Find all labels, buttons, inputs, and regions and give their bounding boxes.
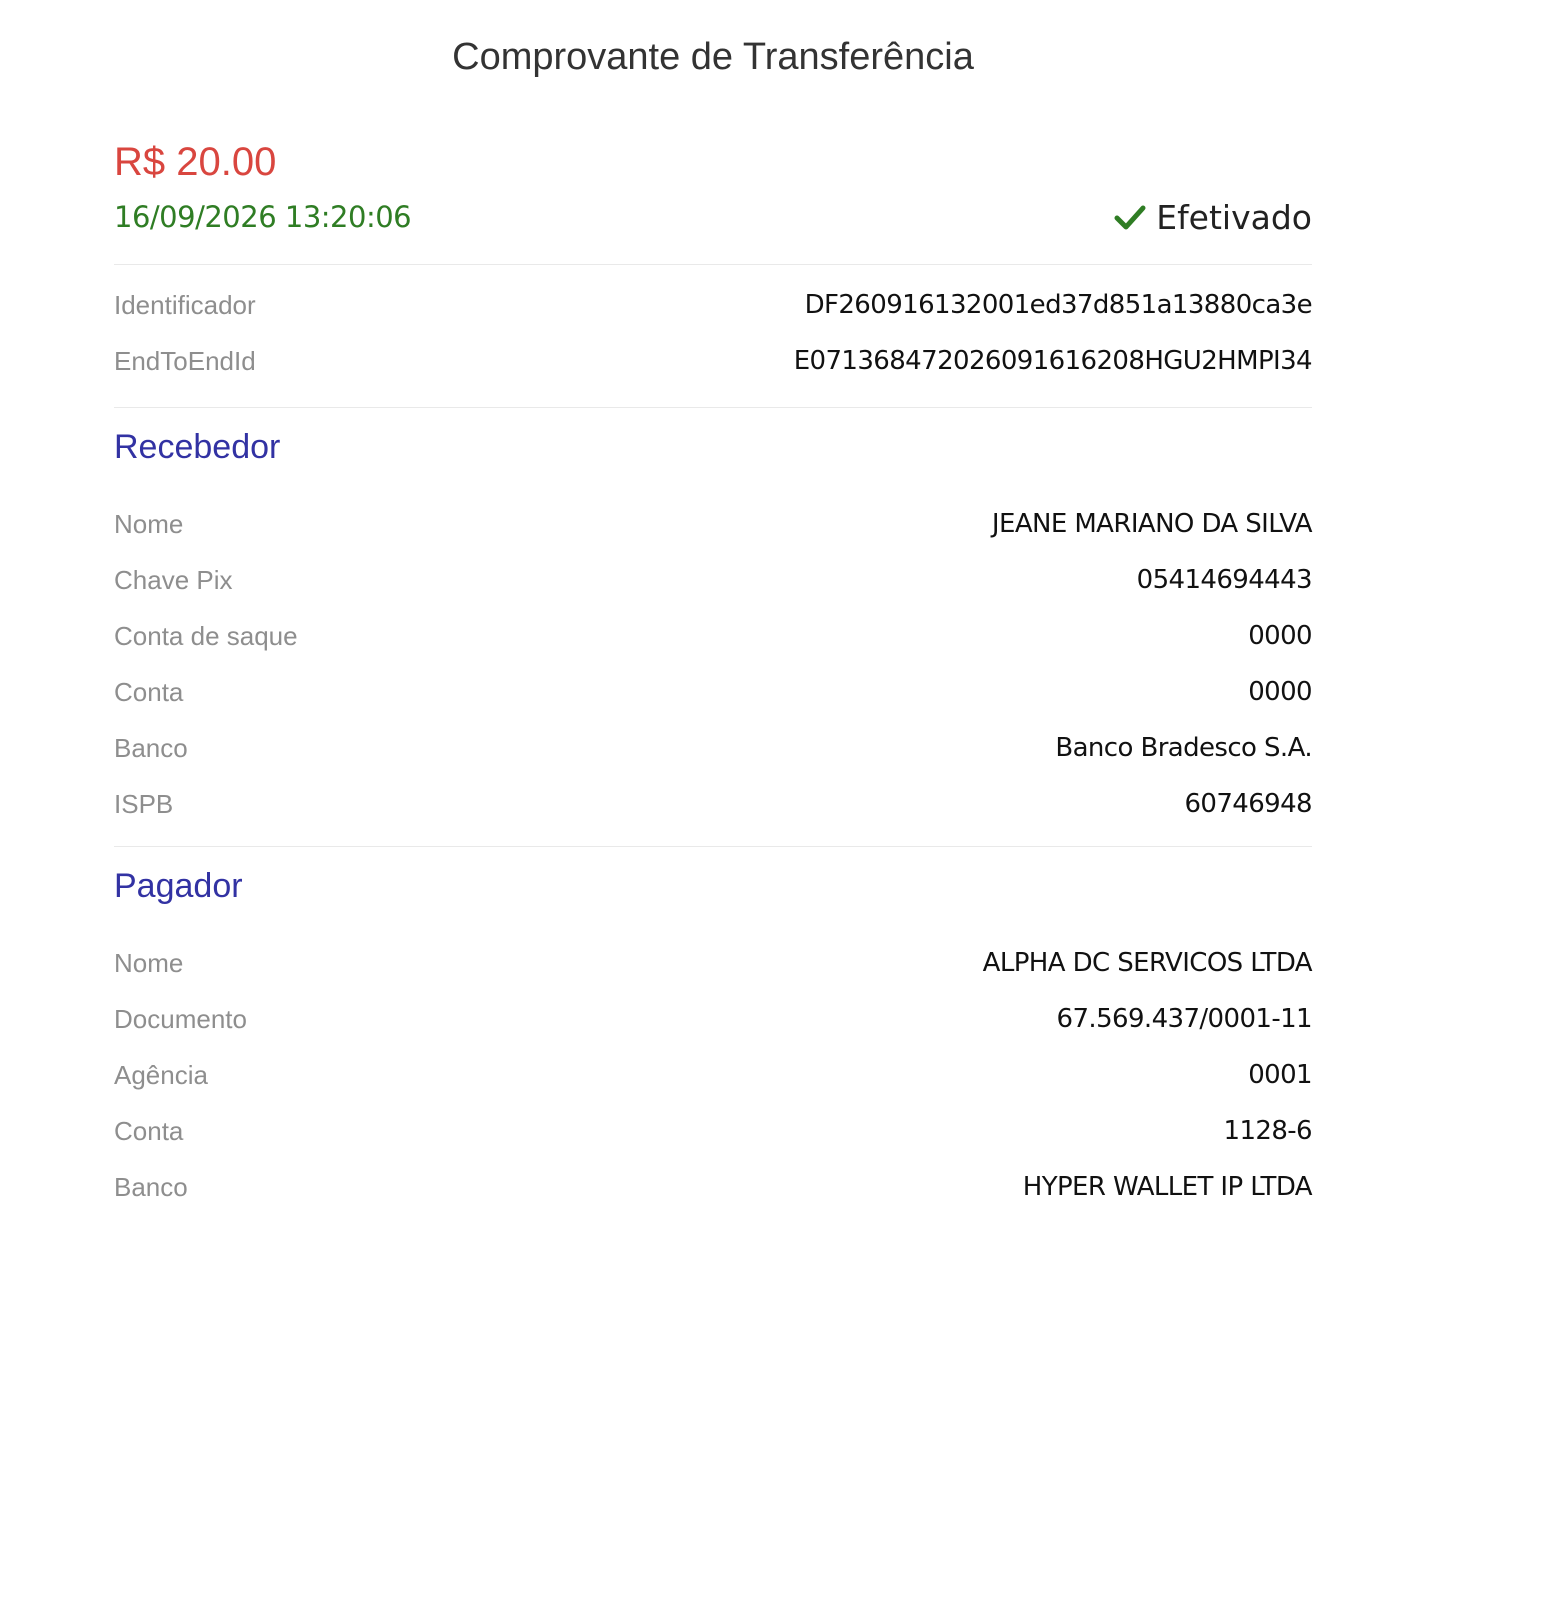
receipt-content (114, 132, 1312, 1215)
row-label: Conta (114, 676, 184, 707)
payer-section (114, 847, 1312, 1215)
detail-row (114, 608, 1312, 664)
row-value: DF260916132001ed37d851a13880ca3e (804, 290, 1312, 320)
status-badge (1114, 198, 1312, 237)
row-label: Banco (114, 1171, 188, 1202)
detail-row (114, 991, 1312, 1047)
row-label: Conta (114, 1115, 184, 1146)
detail-row (114, 1047, 1312, 1103)
detail-row-endtoendid (114, 333, 1312, 389)
row-label: Chave Pix (114, 564, 233, 595)
transfer-amount: R$ 20.00 (114, 140, 277, 184)
row-label: Conta de saque (114, 620, 298, 651)
row-label: Nome (114, 508, 184, 539)
row-value: 0001 (1248, 1060, 1312, 1090)
detail-row (114, 664, 1312, 720)
row-value: Banco Bradesco S.A. (1055, 733, 1312, 763)
detail-row (114, 1103, 1312, 1159)
row-value: JEANE MARIANO DA SILVA (991, 509, 1312, 539)
section-title-payer: Pagador (114, 867, 243, 905)
row-value: 67.569.437/0001-11 (1056, 1004, 1312, 1034)
row-value: 05414694443 (1136, 565, 1312, 595)
date-status-row (114, 192, 1312, 242)
row-label: Banco (114, 732, 188, 763)
detail-row (114, 496, 1312, 552)
status-text: Efetivado (1156, 197, 1312, 237)
detail-row (114, 720, 1312, 776)
detail-row (114, 935, 1312, 991)
row-value: 60746948 (1184, 789, 1312, 819)
transfer-datetime: 16/09/2026 13:20:06 (114, 200, 412, 234)
row-label: Agência (114, 1059, 208, 1090)
detail-row (114, 552, 1312, 608)
section-title-receiver: Recebedor (114, 428, 281, 466)
check-icon (1114, 203, 1146, 231)
row-value: 0000 (1248, 621, 1312, 651)
row-label: Nome (114, 947, 184, 978)
detail-row (114, 776, 1312, 832)
row-label: ISPB (114, 788, 174, 819)
row-label: Identificador (114, 289, 256, 320)
detail-row (114, 1159, 1312, 1215)
page-title: Comprovante de Transferência (452, 36, 974, 78)
row-label: Documento (114, 1003, 247, 1034)
row-value: ALPHA DC SERVICOS LTDA (982, 948, 1312, 978)
detail-row-identificador (114, 277, 1312, 333)
row-value: E071368472026091616208HGU2HMPI34 (793, 346, 1312, 376)
transaction-ids (114, 265, 1312, 407)
row-value: HYPER WALLET IP LTDA (1022, 1172, 1312, 1202)
row-label: EndToEndId (114, 345, 256, 376)
row-value: 1128-6 (1223, 1116, 1312, 1146)
receiver-section (114, 408, 1312, 846)
row-value: 0000 (1248, 677, 1312, 707)
